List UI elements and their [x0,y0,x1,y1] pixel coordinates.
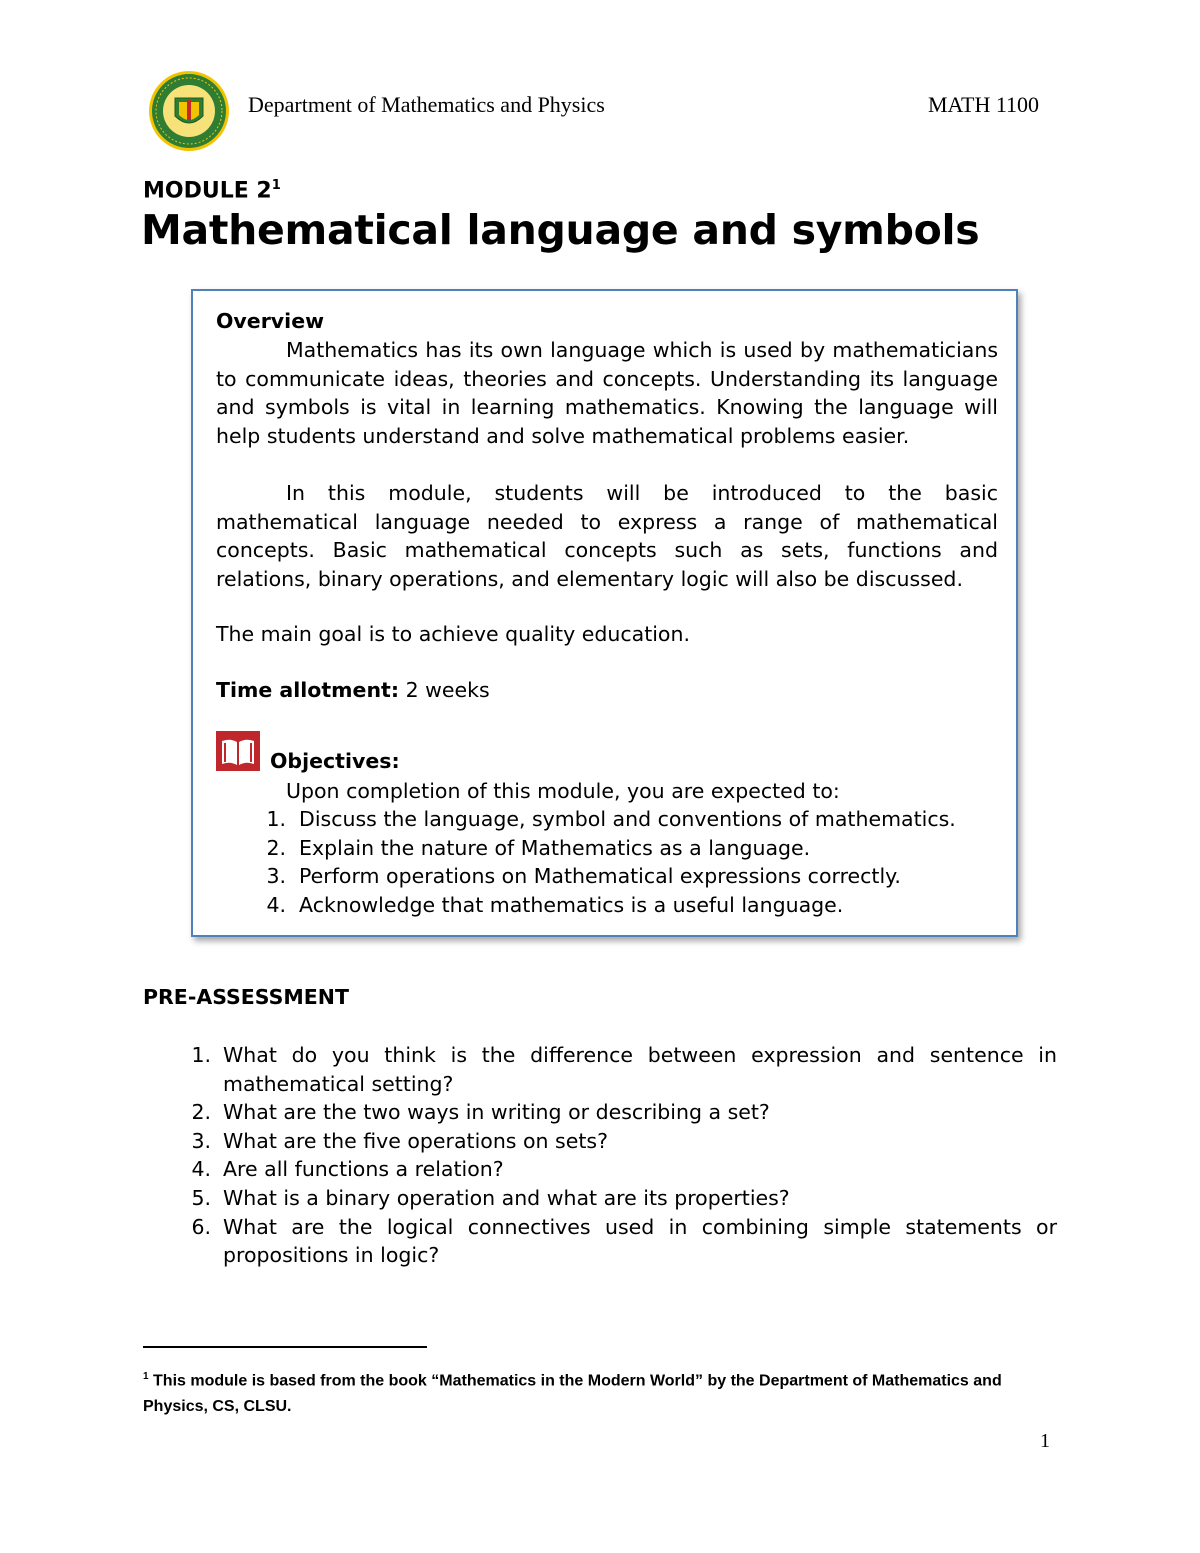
list-text: What are the two ways in writing or describing a set? [223,1100,770,1125]
overview-goal: The main goal is to achieve quality education. [216,622,690,646]
course-code: MATH 1100 [928,92,1040,117]
list-number: 1. [191,1043,211,1067]
list-item [216,805,956,834]
list-text: Perform operations on Mathematical expressions correctly. [299,864,901,889]
page-title: Mathematical language and symbols [141,206,980,254]
time-allotment [216,676,490,705]
page-number: 1 [1040,1430,1050,1452]
list-text: Discuss the language, symbol and conventions of mathematics. [299,807,956,831]
list-text: Explain the nature of Mathematics as a language. [299,835,811,860]
department-name: Department of Mathematics and Physics [248,92,605,117]
list-number: 6. [191,1214,211,1239]
list-text: Are all functions a relation? [223,1157,504,1182]
list-item [143,1098,1057,1127]
objectives-intro: Upon completion of this module, you are expected to: [286,779,840,803]
list-item [143,1155,1057,1184]
overview-paragraph-1: Mathematics has its own language which is used by mathematicians to communicate ideas, theories and concepts. Understanding its language and symbols is vital in learning mathematics. Knowing the language will help students understand and solve mathematical problems easier. [216,338,998,448]
list-item [143,1127,1057,1156]
list-text: What do you think is the difference between expression and sentence in mathematical setting? [223,1043,1057,1096]
list-number: 3. [266,864,286,889]
footnote [143,1364,1057,1420]
list-number: 1. [266,807,286,831]
list-item [143,1184,1057,1213]
list-text: What is a binary operation and what are its properties? [223,1185,790,1210]
module-label [143,178,281,203]
list-number: 4. [191,1157,211,1182]
footnote-number: 1 [143,1371,149,1382]
pre-assessment-heading: PRE-ASSESSMENT [143,985,349,1009]
list-number: 5. [191,1185,211,1210]
list-text: What are the five operations on sets? [223,1128,608,1153]
footnote-ref[interactable]: 1 [271,178,281,193]
pre-assessment-list [143,1041,1057,1270]
list-item [216,862,956,891]
list-number: 2. [266,835,286,860]
objectives-heading: Objectives: [270,749,400,773]
footnote-text: This module is based from the book “Mathematics in the Modern World” by the Department of Mathematics and Physics, CS, CLSU. [143,1372,1002,1416]
list-number: 2. [191,1100,211,1125]
list-item [216,834,956,863]
list-item [143,1213,1057,1270]
book-icon [215,730,261,772]
list-number: 4. [266,892,286,917]
list-text: Acknowledge that mathematics is a useful language. [299,892,844,917]
list-number: 3. [191,1128,211,1153]
footnote-divider [143,1346,427,1348]
time-allotment-value: 2 weeks [405,678,490,702]
list-text: What are the logical connectives used in combining simple statements or propositions in logic? [223,1214,1057,1268]
module-number: MODULE 2 [143,178,272,204]
list-item [143,1041,1057,1098]
objectives-list [216,805,956,919]
overview-heading: Overview [216,309,325,333]
list-item [216,891,956,920]
time-allotment-label: Time allotment: [216,678,400,702]
overview-paragraph-2: In this module, students will be introduced to the basic mathematical language needed to express a range of mathematical concepts. Basic mathematical concepts such as sets, functions and relations, binary operations, and elementary logic will also be discussed. [216,481,998,591]
university-seal-icon [148,70,230,152]
